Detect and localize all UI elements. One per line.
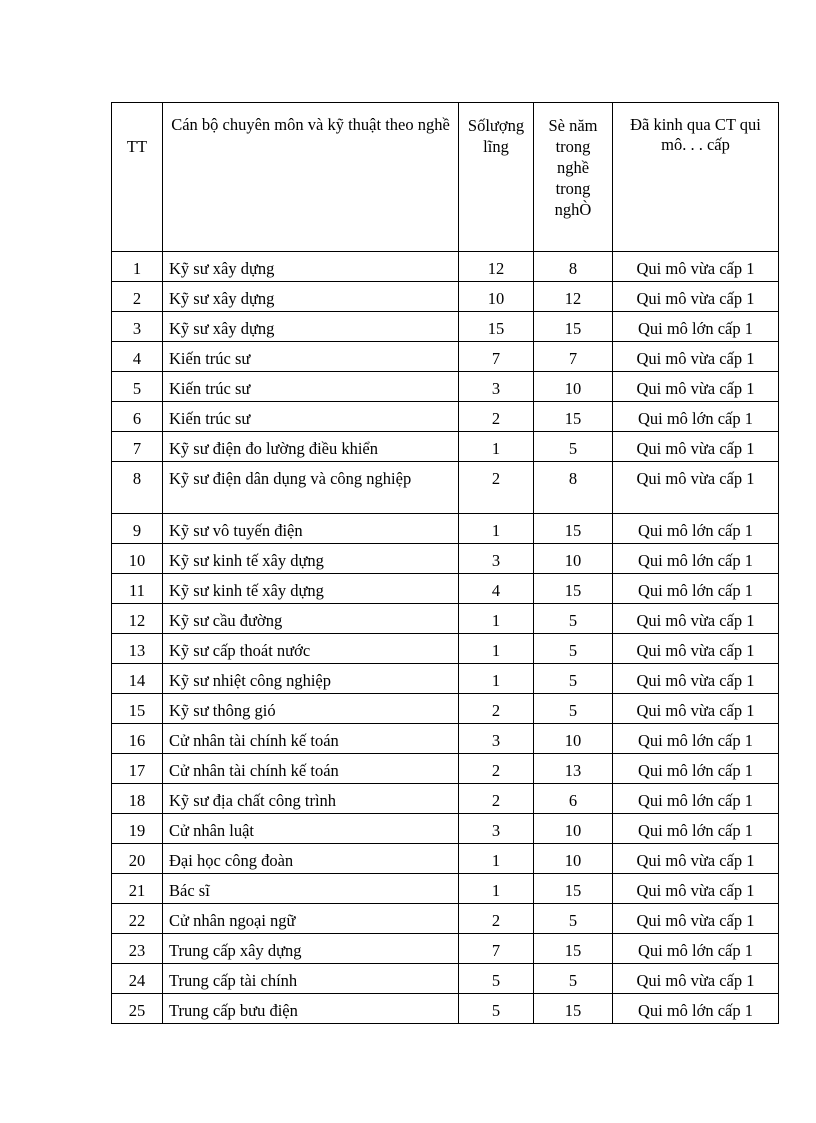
cell-years: 10 <box>534 724 613 754</box>
cell-tt: 16 <box>112 724 163 754</box>
cell-quantity: 1 <box>459 604 534 634</box>
cell-experience: Qui mô lớn cấp 1 <box>613 754 779 784</box>
table-row <box>112 994 779 1024</box>
cell-quantity: 1 <box>459 432 534 462</box>
cell-experience: Qui mô lớn cấp 1 <box>613 312 779 342</box>
cell-years: 15 <box>534 312 613 342</box>
cell-position: Kỹ sư điện dân dụng và công nghiệp <box>163 462 459 514</box>
cell-experience: Qui mô vừa cấp 1 <box>613 634 779 664</box>
table-row <box>112 904 779 934</box>
cell-experience: Qui mô lớn cấp 1 <box>613 724 779 754</box>
table-row <box>112 372 779 402</box>
cell-quantity: 1 <box>459 514 534 544</box>
cell-experience: Qui mô vừa cấp 1 <box>613 282 779 312</box>
cell-experience: Qui mô vừa cấp 1 <box>613 694 779 724</box>
cell-tt: 20 <box>112 844 163 874</box>
cell-experience: Qui mô lớn cấp 1 <box>613 814 779 844</box>
cell-years: 6 <box>534 784 613 814</box>
table-row <box>112 694 779 724</box>
table-row <box>112 664 779 694</box>
header-experience: Đã kinh qua CT qui mô. . . cấp <box>613 103 779 252</box>
cell-quantity: 2 <box>459 402 534 432</box>
cell-years: 5 <box>534 432 613 462</box>
cell-quantity: 2 <box>459 754 534 784</box>
cell-tt: 1 <box>112 252 163 282</box>
cell-position: Cử nhân ngoại ngữ <box>163 904 459 934</box>
cell-position: Kỹ sư thông gió <box>163 694 459 724</box>
table-row <box>112 462 779 514</box>
cell-tt: 2 <box>112 282 163 312</box>
cell-tt: 3 <box>112 312 163 342</box>
cell-years: 15 <box>534 402 613 432</box>
table-row <box>112 604 779 634</box>
cell-tt: 13 <box>112 634 163 664</box>
cell-years: 5 <box>534 634 613 664</box>
header-years: Sè năm trong nghề trong nghÒ <box>534 103 613 252</box>
table-row <box>112 342 779 372</box>
cell-experience: Qui mô vừa cấp 1 <box>613 342 779 372</box>
cell-tt: 7 <box>112 432 163 462</box>
header-tt: TT <box>112 103 163 252</box>
cell-tt: 24 <box>112 964 163 994</box>
table-row <box>112 634 779 664</box>
cell-experience: Qui mô vừa cấp 1 <box>613 462 779 514</box>
cell-years: 15 <box>534 514 613 544</box>
cell-tt: 5 <box>112 372 163 402</box>
table-row <box>112 934 779 964</box>
table-row <box>112 544 779 574</box>
table-row <box>112 312 779 342</box>
cell-position: Kỹ sư điện đo lường điều khiển <box>163 432 459 462</box>
cell-quantity: 12 <box>459 252 534 282</box>
cell-quantity: 10 <box>459 282 534 312</box>
cell-experience: Qui mô vừa cấp 1 <box>613 964 779 994</box>
table-row <box>112 514 779 544</box>
cell-experience: Qui mô lớn cấp 1 <box>613 994 779 1024</box>
cell-quantity: 4 <box>459 574 534 604</box>
cell-position: Kỹ sư cầu đường <box>163 604 459 634</box>
cell-experience: Qui mô vừa cấp 1 <box>613 664 779 694</box>
cell-tt: 12 <box>112 604 163 634</box>
cell-years: 8 <box>534 252 613 282</box>
table-row <box>112 874 779 904</box>
cell-position: Cử nhân tài chính kế toán <box>163 724 459 754</box>
header-row <box>112 103 779 252</box>
cell-position: Cử nhân luật <box>163 814 459 844</box>
cell-quantity: 1 <box>459 844 534 874</box>
cell-position: Cử nhân tài chính kế toán <box>163 754 459 784</box>
cell-position: Kiến trúc sư <box>163 402 459 432</box>
cell-position: Kỹ sư vô tuyến điện <box>163 514 459 544</box>
table-row <box>112 402 779 432</box>
table-row <box>112 432 779 462</box>
cell-tt: 9 <box>112 514 163 544</box>
table-row <box>112 252 779 282</box>
cell-experience: Qui mô lớn cấp 1 <box>613 574 779 604</box>
cell-tt: 17 <box>112 754 163 784</box>
cell-position: Kỹ sư nhiệt công nghiệp <box>163 664 459 694</box>
cell-experience: Qui mô lớn cấp 1 <box>613 784 779 814</box>
cell-tt: 11 <box>112 574 163 604</box>
cell-position: Trung cấp bưu điện <box>163 994 459 1024</box>
cell-experience: Qui mô vừa cấp 1 <box>613 844 779 874</box>
cell-quantity: 3 <box>459 814 534 844</box>
cell-years: 15 <box>534 994 613 1024</box>
cell-position: Bác sĩ <box>163 874 459 904</box>
staff-table <box>111 102 779 1024</box>
cell-quantity: 1 <box>459 874 534 904</box>
cell-position: Kiến trúc sư <box>163 372 459 402</box>
cell-tt: 22 <box>112 904 163 934</box>
cell-position: Kỹ sư cấp thoát nước <box>163 634 459 664</box>
cell-quantity: 2 <box>459 904 534 934</box>
cell-years: 13 <box>534 754 613 784</box>
cell-years: 8 <box>534 462 613 514</box>
cell-quantity: 3 <box>459 544 534 574</box>
cell-quantity: 5 <box>459 964 534 994</box>
cell-experience: Qui mô vừa cấp 1 <box>613 904 779 934</box>
cell-experience: Qui mô vừa cấp 1 <box>613 432 779 462</box>
cell-quantity: 5 <box>459 994 534 1024</box>
header-quantity: Sốlượng lĩng <box>459 103 534 252</box>
cell-position: Kiến trúc sư <box>163 342 459 372</box>
cell-years: 5 <box>534 664 613 694</box>
cell-experience: Qui mô lớn cấp 1 <box>613 514 779 544</box>
cell-quantity: 1 <box>459 664 534 694</box>
cell-experience: Qui mô vừa cấp 1 <box>613 372 779 402</box>
cell-years: 15 <box>534 874 613 904</box>
cell-tt: 10 <box>112 544 163 574</box>
cell-tt: 25 <box>112 994 163 1024</box>
cell-years: 15 <box>534 934 613 964</box>
cell-quantity: 7 <box>459 934 534 964</box>
cell-years: 5 <box>534 694 613 724</box>
cell-tt: 19 <box>112 814 163 844</box>
cell-experience: Qui mô lớn cấp 1 <box>613 544 779 574</box>
cell-quantity: 15 <box>459 312 534 342</box>
cell-quantity: 3 <box>459 372 534 402</box>
cell-quantity: 2 <box>459 462 534 514</box>
cell-years: 5 <box>534 964 613 994</box>
cell-experience: Qui mô vừa cấp 1 <box>613 604 779 634</box>
cell-experience: Qui mô lớn cấp 1 <box>613 934 779 964</box>
cell-years: 10 <box>534 544 613 574</box>
table-row <box>112 784 779 814</box>
cell-position: Kỹ sư xây dựng <box>163 312 459 342</box>
cell-years: 10 <box>534 844 613 874</box>
cell-experience: Qui mô vừa cấp 1 <box>613 252 779 282</box>
cell-quantity: 2 <box>459 784 534 814</box>
cell-experience: Qui mô lớn cấp 1 <box>613 402 779 432</box>
cell-position: Kỹ sư xây dựng <box>163 252 459 282</box>
cell-years: 10 <box>534 372 613 402</box>
cell-experience: Qui mô vừa cấp 1 <box>613 874 779 904</box>
cell-position: Kỹ sư kinh tế xây dựng <box>163 574 459 604</box>
cell-tt: 14 <box>112 664 163 694</box>
cell-tt: 23 <box>112 934 163 964</box>
cell-position: Đại học công đoàn <box>163 844 459 874</box>
cell-position: Kỹ sư xây dựng <box>163 282 459 312</box>
cell-years: 12 <box>534 282 613 312</box>
cell-position: Kỹ sư kinh tế xây dựng <box>163 544 459 574</box>
cell-quantity: 1 <box>459 634 534 664</box>
cell-position: Trung cấp xây dựng <box>163 934 459 964</box>
cell-position: Trung cấp tài chính <box>163 964 459 994</box>
cell-quantity: 2 <box>459 694 534 724</box>
cell-years: 15 <box>534 574 613 604</box>
cell-quantity: 3 <box>459 724 534 754</box>
cell-tt: 8 <box>112 462 163 514</box>
cell-tt: 21 <box>112 874 163 904</box>
cell-years: 5 <box>534 604 613 634</box>
table-row <box>112 964 779 994</box>
table-row <box>112 814 779 844</box>
cell-tt: 18 <box>112 784 163 814</box>
cell-years: 5 <box>534 904 613 934</box>
cell-position: Kỹ sư địa chất công trình <box>163 784 459 814</box>
cell-tt: 15 <box>112 694 163 724</box>
table-row <box>112 724 779 754</box>
table-row <box>112 574 779 604</box>
table-row <box>112 844 779 874</box>
cell-tt: 4 <box>112 342 163 372</box>
header-position: Cán bộ chuyên môn và kỹ thuật theo nghề <box>163 103 459 252</box>
cell-years: 10 <box>534 814 613 844</box>
table-row <box>112 282 779 312</box>
cell-years: 7 <box>534 342 613 372</box>
cell-tt: 6 <box>112 402 163 432</box>
cell-quantity: 7 <box>459 342 534 372</box>
table-row <box>112 754 779 784</box>
